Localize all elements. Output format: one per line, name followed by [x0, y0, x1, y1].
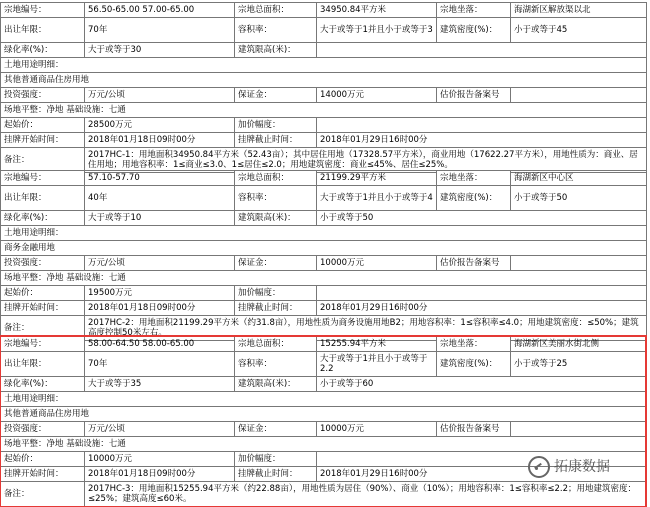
density-value: 小于或等于25: [511, 352, 647, 377]
deposit-value: 10000万元: [317, 422, 437, 437]
increment-label: 加价幅度：: [235, 286, 317, 301]
increment-label: 加价幅度：: [235, 452, 317, 467]
listing-end-value: 2018年01月29日16时00分: [317, 301, 647, 316]
listing-start-label: 挂牌开始时间：: [1, 467, 85, 482]
deposit-label: 保证金：: [235, 256, 317, 271]
listing-start-value: 2018年01月18日09时00分: [85, 133, 235, 148]
increment-value: [317, 118, 647, 133]
listing-start-value: 2018年01月18日09时00分: [85, 301, 235, 316]
increment-value: [317, 286, 647, 301]
height-limit-value: 小于或等于60: [317, 377, 647, 392]
height-limit-label: 建筑限高(米)：: [235, 377, 317, 392]
term-label: 出让年限：: [1, 186, 85, 211]
green-ratio-value: 大于或等于35: [85, 377, 235, 392]
appraisal-value: [511, 88, 647, 103]
investment-label: 投资强度：: [1, 88, 85, 103]
notes-value: 2017HC-1：用地面积34950.84平方米（52.43亩）；其中居住用地（17328.57平方米），商业用地（17622.27平方米），用地性质为：商业、居住用地；用地容积率：1≤商业≤3.0、1≤居住≤2.0；用地建筑密度：商业≤45%、居住≤25%。: [85, 148, 647, 173]
parcel-block-2: [0, 170, 646, 341]
density-label: 建筑密度(%)：: [437, 18, 511, 43]
total-area-label: 宗地总面积：: [235, 171, 317, 186]
green-ratio-value: 大于或等于10: [85, 211, 235, 226]
deposit-label: 保证金：: [235, 88, 317, 103]
deposit-label: 保证金：: [235, 422, 317, 437]
location-label: 宗地坐落：: [437, 337, 511, 352]
notes-label: 备注：: [1, 148, 85, 173]
land-use-detail-label: 土地用途明细：: [1, 226, 647, 241]
parcel-table: [0, 2, 647, 173]
start-price-value: 10000万元: [85, 452, 235, 467]
location-label: 宗地坐落：: [437, 171, 511, 186]
green-ratio-label: 绿化率(%)：: [1, 377, 85, 392]
start-price-label: 起始价：: [1, 286, 85, 301]
green-ratio-label: 绿化率(%)：: [1, 43, 85, 58]
deposit-value: 10000万元: [317, 256, 437, 271]
listing-start-label: 挂牌开始时间：: [1, 301, 85, 316]
listing-start-label: 挂牌开始时间：: [1, 133, 85, 148]
plot-ratio-value: 大于或等于1并且小于或等于2.2: [317, 352, 437, 377]
total-area-label: 宗地总面积：: [235, 3, 317, 18]
location-value: 海湖新区美丽水街北侧: [511, 337, 647, 352]
parcel-no-value: 57.10-57.70: [85, 171, 235, 186]
appraisal-label: 估价报告备案号: [437, 88, 511, 103]
site-infrastructure: 场地平整：净地 基础设施：七通: [1, 103, 647, 118]
start-price-value: 19500万元: [85, 286, 235, 301]
parcel-no-label: 宗地编号：: [1, 337, 85, 352]
total-area-value: 15255.94平方米: [317, 337, 437, 352]
term-value: 70年: [85, 352, 235, 377]
start-price-label: 起始价：: [1, 118, 85, 133]
appraisal-value: [511, 256, 647, 271]
height-limit-value: [317, 43, 647, 58]
investment-label: 投资强度：: [1, 422, 85, 437]
total-area-value: 34950.84平方米: [317, 3, 437, 18]
land-use-value: 商务金融用地: [1, 241, 647, 256]
land-use-detail-label: 土地用途明细：: [1, 392, 647, 407]
height-limit-label: 建筑限高(米)：: [235, 211, 317, 226]
land-use-value: 其他普通商品住房用地: [1, 73, 647, 88]
parcel-table: [0, 170, 647, 341]
site-infrastructure: 场地平整：净地 基础设施：七通: [1, 437, 647, 452]
start-price-label: 起始价：: [1, 452, 85, 467]
total-area-value: 21199.29平方米: [317, 171, 437, 186]
listing-end-value: 2018年01月29日16时00分: [317, 467, 647, 482]
investment-value: 万元/公顷: [85, 88, 235, 103]
height-limit-value: 小于或等于50: [317, 211, 647, 226]
term-label: 出让年限：: [1, 18, 85, 43]
investment-value: 万元/公顷: [85, 422, 235, 437]
total-area-label: 宗地总面积：: [235, 337, 317, 352]
plot-ratio-label: 容积率：: [235, 18, 317, 43]
watermark-text: 拓康数据: [554, 459, 610, 475]
start-price-value: 28500万元: [85, 118, 235, 133]
green-ratio-value: 大于或等于30: [85, 43, 235, 58]
deposit-value: 14000万元: [317, 88, 437, 103]
appraisal-value: [511, 422, 647, 437]
investment-value: 万元/公顷: [85, 256, 235, 271]
investment-label: 投资强度：: [1, 256, 85, 271]
parcel-block-1: [0, 2, 646, 173]
appraisal-label: 估价报告备案号: [437, 256, 511, 271]
plot-ratio-value: 大于或等于1并且小于或等于4: [317, 186, 437, 211]
term-value: 40年: [85, 186, 235, 211]
notes-value: 2017HC-2：用地面积21199.29平方米（约31.8亩），用地性质为商务设施用地B2；用地容积率：1≤容积率≤4.0；用地建筑密度：≤50%；建筑高度控制50米左右。: [85, 316, 647, 341]
listing-end-value: 2018年01月29日16时00分: [317, 133, 647, 148]
location-label: 宗地坐落：: [437, 3, 511, 18]
notes-label: 备注：: [1, 482, 85, 507]
term-label: 出让年限：: [1, 352, 85, 377]
site-infrastructure: 场地平整：净地 基础设施：七通: [1, 271, 647, 286]
parcel-no-label: 宗地编号：: [1, 171, 85, 186]
density-value: 小于或等于50: [511, 186, 647, 211]
term-value: 70年: [85, 18, 235, 43]
listing-end-label: 挂牌截止时间：: [235, 301, 317, 316]
density-label: 建筑密度(%)：: [437, 352, 511, 377]
plot-ratio-label: 容积率：: [235, 352, 317, 377]
watermark: [528, 456, 610, 478]
parcel-no-value: 58.00-64.50 58.00-65.00: [85, 337, 235, 352]
listing-start-value: 2018年01月18日09时00分: [85, 467, 235, 482]
notes-label: 备注：: [1, 316, 85, 341]
notes-value: 2017HC-3：用地面积15255.94平方米（约22.88亩），用地性质为居住（90%）、商业（10%）；用地容积率：1≤容积率≤2.2；用地建筑密度：≤25%；建筑高度≤60米。: [85, 482, 647, 507]
green-ratio-label: 绿化率(%)：: [1, 211, 85, 226]
land-use-detail-label: 土地用途明细：: [1, 58, 647, 73]
land-use-value: 其他普通商品住房用地: [1, 407, 647, 422]
location-value: 海湖新区解放渠以北: [511, 3, 647, 18]
location-value: 海湖新区中心区: [511, 171, 647, 186]
plot-ratio-value: 大于或等于1并且小于或等于3: [317, 18, 437, 43]
parcel-table: [0, 336, 647, 507]
parcel-no-label: 宗地编号：: [1, 3, 85, 18]
height-limit-label: 建筑限高(米)：: [235, 43, 317, 58]
density-label: 建筑密度(%)：: [437, 186, 511, 211]
appraisal-label: 估价报告备案号: [437, 422, 511, 437]
plot-ratio-label: 容积率：: [235, 186, 317, 211]
listing-end-label: 挂牌截止时间：: [235, 467, 317, 482]
parcel-block-3-highlighted: [0, 336, 646, 507]
density-value: 小于或等于45: [511, 18, 647, 43]
listing-end-label: 挂牌截止时间：: [235, 133, 317, 148]
increment-label: 加价幅度：: [235, 118, 317, 133]
parcel-no-value: 56.50-65.00 57.00-65.00: [85, 3, 235, 18]
watermark-logo-icon: [528, 456, 550, 478]
